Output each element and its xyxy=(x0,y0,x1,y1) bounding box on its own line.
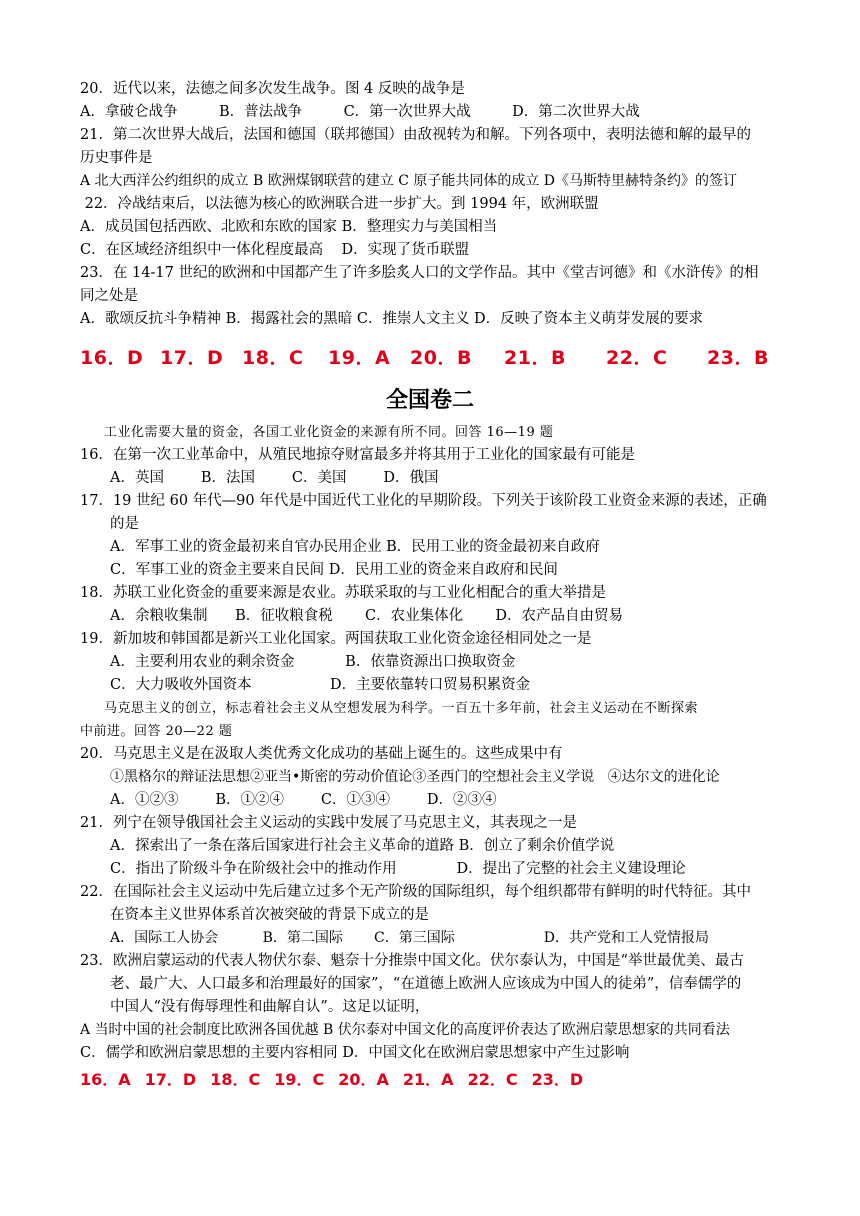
option-line: ①黑格尔的辩证法思想②亚当•斯密的劳动价值论③圣西门的空想社会主义学说 ④达尔文的进化论 xyxy=(110,769,720,785)
option-line: A．英国 B．法国 C．美国 D．俄国 xyxy=(110,470,439,486)
question-line: A．歌颂反抗斗争精神 B．揭露社会的黑暗 C．推崇人文主义 D．反映了资本主义萌芽发展的要求 xyxy=(80,311,704,327)
question-line: 23．在 14-17 世纪的欧洲和中国都产生了许多脍炙人口的文学作品。其中《堂吉诃德》和《水浒传》的相 xyxy=(80,265,759,281)
answer-item: 20．A xyxy=(338,1070,389,1089)
question-line: 21．列宁在领导俄国社会主义运动的实践中发展了马克思主义，其表现之一是 xyxy=(80,815,577,831)
answer-item: 21．A xyxy=(402,1070,454,1089)
question-line: 20．马克思主义是在汲取人类优秀文化成功的基础上诞生的。这些成果中有 xyxy=(80,746,563,762)
option-line: A．主要利用农业的剩余资金 B．依靠资源出口换取资金 xyxy=(110,654,516,670)
document-page xyxy=(80,78,780,1093)
answer-item: 18．C xyxy=(242,347,304,369)
question-line: 16．在第一次工业革命中，从殖民地掠夺财富最多并将其用于工业化的国家最有可能是 xyxy=(80,447,635,463)
question-line: 17．19 世纪 60 年代—90 年代是中国近代工业化的早期阶段。下列关于该阶段工业资金来源的表述，正确 xyxy=(80,493,767,509)
option-line: A．余粮收集制 B．征收粮食税 C．农业集体化 D．农产品自由贸易 xyxy=(110,608,624,624)
option-line: A．军事工业的资金最初来自官办民用企业 B．民用工业的资金最初来自政府 xyxy=(110,539,600,555)
option-line: C．大力吸收外国资本 D．主要依靠转口贸易积累资金 xyxy=(110,677,531,693)
answer-key-2 xyxy=(80,1067,780,1093)
question-line: A．拿破仑战争 B．普法战争 C．第一次世界大战 D．第二次世界大战 xyxy=(80,104,640,120)
question-line: 22．冷战结束后，以法德为核心的欧洲联合进一步扩大。到 1994 年，欧洲联盟 xyxy=(80,196,599,212)
question-line: 老、最广大、人口最多和治理最好的国家”，“在道德上欧洲人应该成为中国人的徒弟”，信奉儒学的 xyxy=(110,976,742,992)
answer-item: 18．C xyxy=(210,1070,261,1089)
answer-item: 17．D xyxy=(160,347,224,369)
answer-item: 16．A xyxy=(80,1070,131,1089)
question-line: A 北大西洋公约组织的成立 B 欧洲煤钢联营的建立 C 原子能共同体的成立 D《马斯特里赫特条约》的签订 xyxy=(80,173,738,189)
answer-item: 16．D xyxy=(80,347,144,369)
option-line: A．①②③ B．①②④ C．①③④ D．②③④ xyxy=(110,792,497,808)
question-line: 21．第二次世界大战后，法国和德国（联邦德国）由敌视转为和解。下列各项中，表明法德和解的最早的 xyxy=(80,127,751,143)
question-line: 的是 xyxy=(110,516,139,532)
answer-item: 22．C xyxy=(467,1070,518,1089)
question-line: 18．苏联工业化资金的重要来源是农业。苏联采取的与工业化相配合的重大举措是 xyxy=(80,585,606,601)
option-line: C．指出了阶级斗争在阶级社会中的推动作用 D．提出了完整的社会主义建设理论 xyxy=(110,861,686,877)
question-line: 22．在国际社会主义运动中先后建立过多个无产阶级的国际组织，每个组织都带有鲜明的时代特征。其中 xyxy=(80,884,751,900)
question-line: 19．新加坡和韩国都是新兴工业化国家。两国获取工业化资金途径相同处之一是 xyxy=(80,631,592,647)
intro-text: 中前进。回答 20—22 题 xyxy=(80,724,233,739)
answer-item: 20．B xyxy=(410,347,472,369)
answer-item: 19．C xyxy=(274,1070,325,1089)
question-line: 23．欧洲启蒙运动的代表人物伏尔泰、魁奈十分推崇中国文化。伏尔泰认为，中国是“举世最优美、最古 xyxy=(80,953,744,969)
option-line: A 当时中国的社会制度比欧洲各国优越 B 伏尔泰对中国文化的高度评价表达了欧洲启蒙思想家的共同看法 xyxy=(80,1022,730,1038)
option-line: C．儒学和欧洲启蒙思想的主要内容相同 D．中国文化在欧洲启蒙思想家中产生过影响 xyxy=(80,1045,630,1061)
question-line: 在资本主义世界体系首次被突破的背景下成立的是 xyxy=(110,907,429,923)
answer-key-1 xyxy=(80,343,780,373)
section-title: 全国卷二 xyxy=(385,388,474,413)
option-line: C．军事工业的资金主要来自民间 D．民用工业的资金来自政府和民间 xyxy=(110,562,558,578)
question-line: C．在区域经济组织中一体化程度最高 D．实现了货币联盟 xyxy=(80,242,470,258)
question-line: 同之处是 xyxy=(80,288,138,304)
intro-text: 马克思主义的创立，标志着社会主义从空想发展为科学。一百五十多年前，社会主义运动在不断探索 xyxy=(104,701,699,716)
answer-item: 23．D xyxy=(531,1070,584,1089)
part1-questions xyxy=(80,78,780,331)
answer-item: 19．A xyxy=(328,347,391,369)
answer-item: 17．D xyxy=(144,1070,197,1089)
answer-item: 22．C xyxy=(606,347,668,369)
answer-item: 21．B xyxy=(504,347,566,369)
answer-item: 23．B xyxy=(707,347,769,369)
option-line: A．国际工人协会 B．第二国际 C．第三国际 D．共产党和工人党情报局 xyxy=(110,930,709,946)
question-line: A．成员国包括西欧、北欧和东欧的国家 B．整理实力与美国相当 xyxy=(80,219,498,235)
intro-text: 工业化需要大量的资金，各国工业化资金的来源有所不同。回答 16—19 题 xyxy=(104,425,554,440)
option-line: A．探索出了一条在落后国家进行社会主义革命的道路 B．创立了剩余价值学说 xyxy=(110,838,615,854)
question-line: 20．近代以来，法德之间多次发生战争。图 4 反映的战争是 xyxy=(80,81,465,97)
question-line: 中国人“没有侮辱理性和曲解自认”。这足以证明， xyxy=(110,999,430,1015)
question-line: 历史事件是 xyxy=(80,150,153,166)
part2-questions xyxy=(80,421,780,1065)
